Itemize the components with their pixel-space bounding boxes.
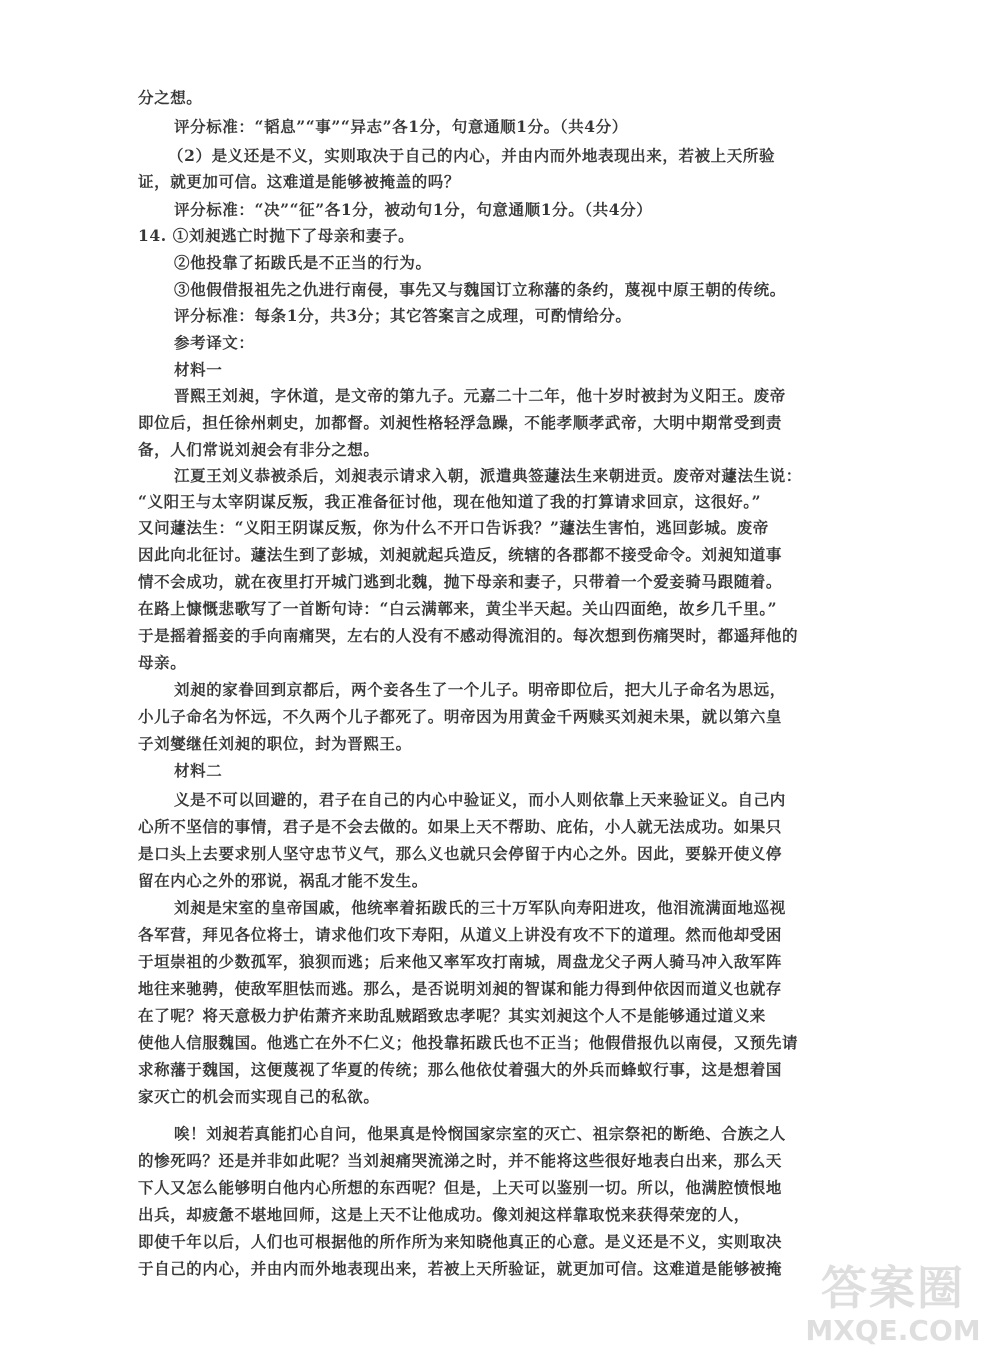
text-line: 又问蘧法生：“义阳王阴谋反叛，你为什么不开口告诉我？”蘧法生害怕，逃回彭城。废帝 — [138, 518, 769, 537]
watermark-title: 答案圈 — [821, 1261, 965, 1315]
text-line: 子刘燮继任刘昶的职位，封为晋熙王。 — [138, 734, 412, 753]
text-line: 义是不可以回避的，君子在自己的内心中验证义，而小人则依靠上天来验证义。自己内 — [174, 790, 786, 809]
text-line: 小儿子命名为怀远，不久两个儿子都死了。明帝因为用黄金千两赎买刘昶未果，就以第六皇 — [138, 707, 783, 726]
text-line: 情不会成功，就在夜里打开城门逃到北魏，抛下母亲和妻子，只带着一个爱妾骑马跟随着。 — [138, 572, 783, 591]
text-line: 备，人们常说刘昶会有非分之想。 — [138, 440, 380, 459]
text-line: 于是摇着摇妾的手向南痛哭，左右的人没有不感动得流泪的。每次想到伤痛哭时，都遥拜他的 — [138, 626, 799, 645]
text-line: 于自己的内心，并由内而外地表现出来，若被上天所验证，就更加可信。这难道是能够被掩 — [138, 1259, 783, 1278]
scoring-criteria-line: 评分标准：“韬息”“事”“异志”各1分，句意通顺1分。（共4分） — [174, 117, 628, 136]
text-line: 地往来驰骋，使敌军胆怯而逃。那么，是否说明刘昶的智谋和能力得到仲依因而道义也就存 — [138, 979, 783, 998]
watermark-url: MXQE.COM — [805, 1314, 981, 1347]
text-line: 家灭亡的机会而实现自己的私欲。 — [138, 1087, 380, 1106]
text-line: （2）是义还是不义，实则取决于自己的内心，并由内而外地表现出来，若被上天所验 — [168, 146, 776, 165]
watermark-logo — [798, 1256, 988, 1352]
answer-point: ③他假借报祖先之仇进行南侵，事先又与魏国订立称藩的条约，蔑视中原王朝的传统。 — [174, 280, 786, 299]
text-line: 刘昶的家眷回到京都后，两个妾各生了一个儿子。明帝即位后，把大儿子命名为思远， — [174, 680, 786, 699]
text-line: 在了呢？将天意极力护佑萧齐来助乱贼蹈致忠孝呢？其实刘昶这个人不是能够通过道义来 — [138, 1006, 766, 1025]
text-line: 晋熙王刘昶，字休道，是文帝的第九子。元嘉二十二年，他十岁时被封为义阳王。废帝 — [174, 386, 786, 405]
section-heading: 参考译文： — [174, 333, 255, 352]
text-line: 是口头上去要求别人坚守忠节义气，那么义也就只会停留于内心之外。因此，要躲开使义停 — [138, 844, 783, 863]
text-line: 留在内心之外的邪说，祸乱才能不发生。 — [138, 871, 428, 890]
text-line: 求称藩于魏国，这便蔑视了华夏的传统；那么他依仗着强大的外兵而蜂蚁行事，这是想着国 — [138, 1060, 783, 1079]
text-line: 即使千年以后，人们也可根据他的所作所为来知晓他真正的心意。是义还是不义，实则取决 — [138, 1232, 783, 1251]
text-line: 下人又怎么能够明白他内心所想的东西呢？但是，上天可以鉴别一切。所以，他满腔愤恨地 — [138, 1178, 783, 1197]
text-line: 使他人信服魏国。他逃亡在外不仁义；他投靠拓跋氏也不正当；他假借报仇以南侵，又预先请 — [138, 1033, 799, 1052]
text-line: 刘昶是宋室的皇帝国戚，他统率着拓跋氏的三十万军队向寿阳进攻，他泪流满面地巡视 — [174, 898, 786, 917]
text-line: 因此向北征讨。蘧法生到了彭城，刘昶就起兵造反，统辖的各郡都不接受命令。刘昶知道事 — [138, 545, 783, 564]
text-line: 分之想。 — [138, 88, 203, 107]
text-line: 于垣崇祖的少数孤军，狼狈而逃；后来他又率军攻打南城，周盘龙父子两人骑马冲入敌军阵 — [138, 952, 783, 971]
text-line: 唉！刘昶若真能扪心自问，他果真是怜悯国家宗室的灭亡、祖宗祭祀的断绝、合族之人 — [174, 1124, 786, 1143]
scoring-criteria-line: 评分标准：每条1分，共3分；其它答案言之成理，可酌情给分。 — [174, 306, 632, 325]
material-heading: 材料一 — [174, 360, 223, 379]
text-line: “义阳王与太宰阴谋反叛，我正准备征讨他，现在他知道了我的打算请求回京，这很好。” — [138, 492, 762, 511]
text-line: 证，就更加可信。这难道是能够被掩盖的吗？ — [138, 172, 461, 191]
text-line: 即位后，担任徐州刺史，加都督。刘昶性格轻浮急躁，不能孝顺孝武帝，大明中期常受到责 — [138, 413, 783, 432]
text-line: 的惨死吗？还是并非如此呢？当刘昶痛哭流涕之时，并不能将这些很好地表白出来，那么天 — [138, 1151, 783, 1170]
text-line: 在路上慷慨悲歌写了一首断句诗：“白云满鄣来，黄尘半天起。关山四面绝，故乡几千里。” — [138, 599, 778, 618]
answer-point: ②他投靠了拓跋氏是不正当的行为。 — [174, 253, 432, 272]
text-line: 江夏王刘义恭被杀后，刘昶表示请求入朝，派遣典签蘧法生来朝进贡。废帝对蘧法生说： — [174, 466, 802, 485]
text-line: 母亲。 — [138, 653, 187, 672]
question-number-line: 14. ①刘昶逃亡时抛下了母亲和妻子。 — [138, 226, 415, 245]
scoring-criteria-line: 评分标准：“决”“征”各1分，被动句1分，句意通顺1分。（共4分） — [174, 200, 653, 219]
text-line: 出兵，却疲惫不堪地回师，这是上天不让他成功。像刘昶这样靠取悦来获得荣宠的人， — [138, 1205, 750, 1224]
text-line: 心所不坚信的事情，君子是不会去做的。如果上天不帮助、庇佑，小人就无法成功。如果只 — [138, 817, 783, 836]
material-heading: 材料二 — [174, 761, 223, 780]
text-line: 各军营，拜见各位将士，请求他们攻下寿阳，从道义上讲没有攻不下的道理。然而他却受困 — [138, 925, 783, 944]
